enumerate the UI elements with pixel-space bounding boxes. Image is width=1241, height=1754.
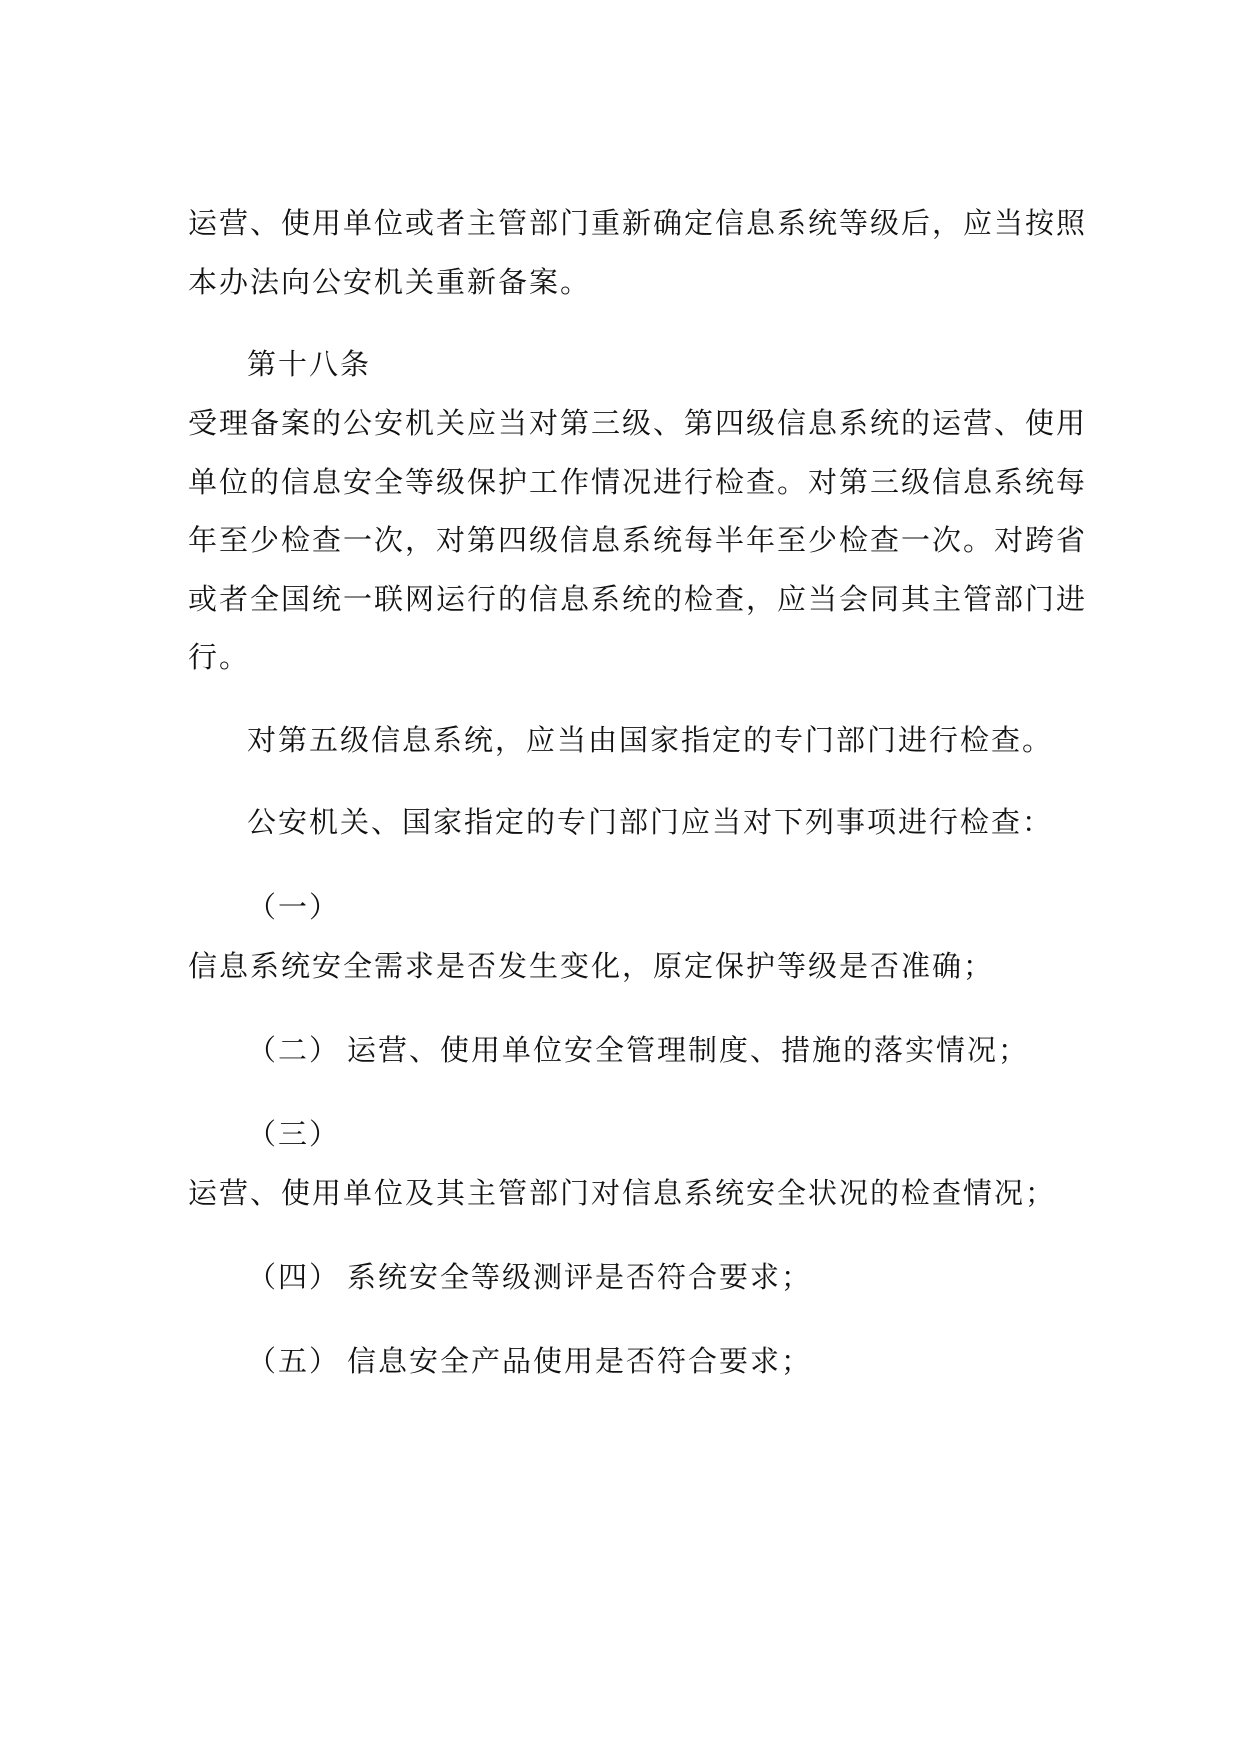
- list-item-number: （一）: [247, 890, 341, 924]
- list-item-text: 信息系统安全需求是否发生变化，原定保护等级是否准确；: [188, 949, 995, 983]
- paragraph-line: 对第五级信息系统，应当由国家指定的专门部门进行检查。: [247, 723, 1054, 757]
- list-item-text: 运营、使用单位安全管理制度、措施的落实情况；: [347, 1033, 1030, 1067]
- list-item-number: （五）: [247, 1344, 341, 1378]
- list-item-text: 运营、使用单位及其主管部门对信息系统安全状况的检查情况；: [188, 1176, 1057, 1210]
- paragraph-line: 运营、使用单位或者主管部门重新确定信息系统等级后，应当按照: [188, 206, 1088, 240]
- list-item: [247, 1341, 1127, 1381]
- list-item: [247, 1030, 1127, 1070]
- paragraph-line: 年至少检查一次，对第四级信息系统每半年至少检查一次。对跨省: [188, 523, 1088, 557]
- list-item-number: （二）: [247, 1033, 341, 1067]
- list-item-text: 信息安全产品使用是否符合要求；: [347, 1344, 813, 1378]
- list-item: [247, 1257, 1127, 1297]
- paragraph-line: 或者全国统一联网运行的信息系统的检查，应当会同其主管部门进: [188, 582, 1088, 616]
- list-item-text: 系统安全等级测评是否符合要求；: [347, 1260, 813, 1294]
- article-title: 第十八条: [247, 347, 372, 381]
- paragraph-line: 单位的信息安全等级保护工作情况进行检查。对第三级信息系统每: [188, 465, 1088, 499]
- paragraph-line: 受理备案的公安机关应当对第三级、第四级信息系统的运营、使用: [188, 406, 1088, 440]
- list-item-number: （四）: [247, 1260, 341, 1294]
- list-item-number: （三）: [247, 1117, 341, 1151]
- paragraph-line: 本办法向公安机关重新备案。: [188, 265, 592, 299]
- paragraph-line: 行。: [188, 640, 251, 674]
- paragraph-line: 公安机关、国家指定的专门部门应当对下列事项进行检查：: [247, 805, 1054, 839]
